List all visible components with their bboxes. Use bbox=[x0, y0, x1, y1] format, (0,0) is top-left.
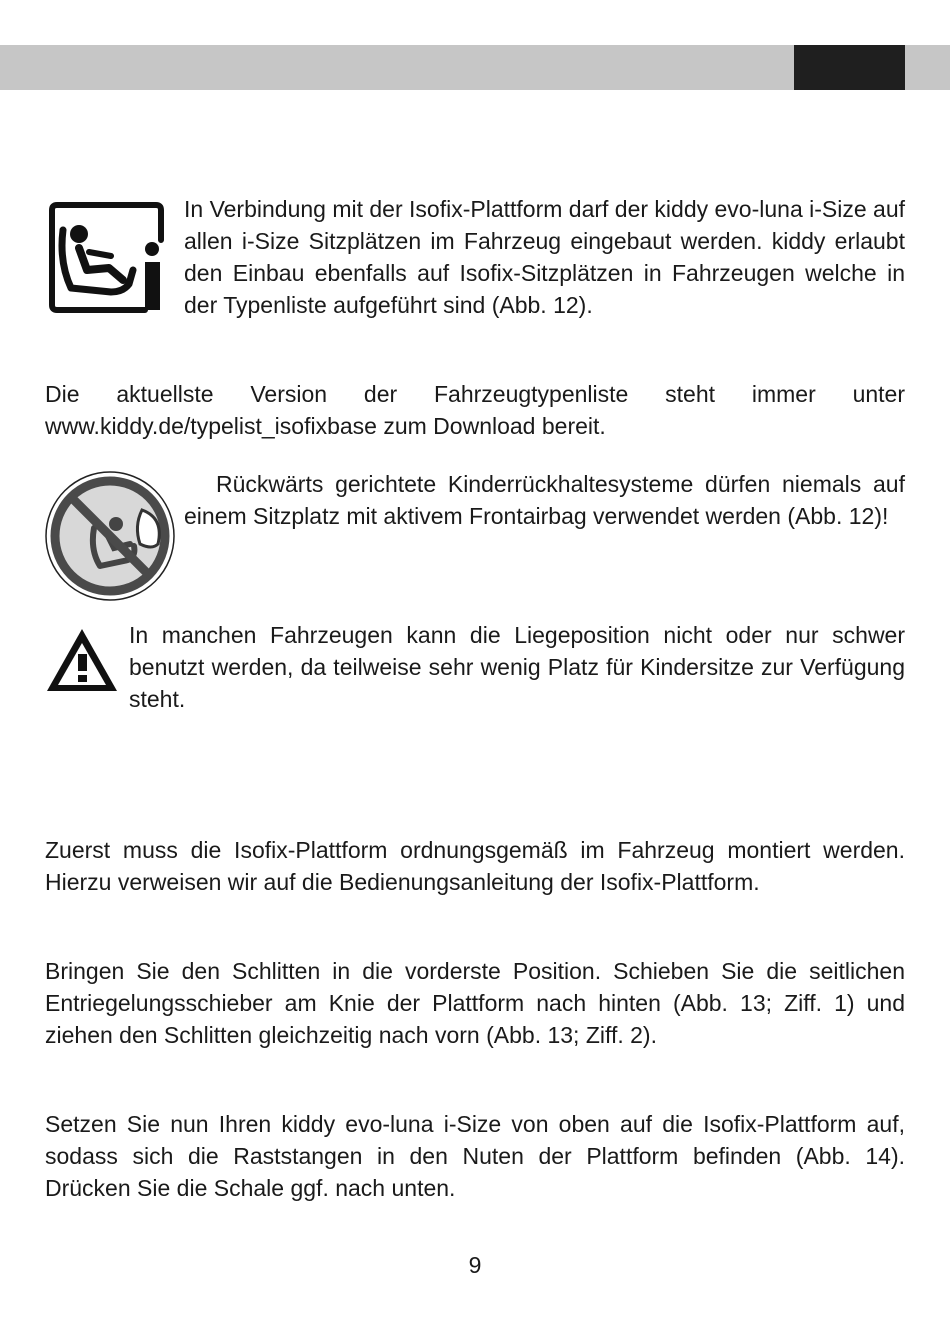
child-seat-info-icon bbox=[49, 200, 165, 314]
header-tab bbox=[794, 45, 905, 90]
paragraph-isofix-platform: In Verbindung mit der Isofix-Plattform darf der kiddy evo-luna i-Size auf allen i-Size Sitzplätzen im Fahrzeug eingebaut werden. kiddy erlaubt den Einbau ebenfalls auf Isofix-Sitzplätzen in Fahrzeugen welche in der Typenliste aufgeführt sind (Abb. 12). bbox=[184, 196, 906, 318]
no-rear-facing-seat-airbag-icon bbox=[44, 470, 176, 602]
paragraph-airbag-warning: Rückwärts gerichtete Kinderrückhaltesysteme dürfen niemals auf einem Sitzplatz mit aktivem Frontairbag verwendet werden (Abb. 12)! bbox=[184, 471, 905, 529]
paragraph-mount-platform: Zuerst muss die Isofix-Plattform ordnungsgemäß im Fahrzeug montiert werden. Hierzu verweisen wir auf die Bedienungsanleitung der Isofix-Plattform. bbox=[45, 837, 905, 895]
warning-triangle-icon bbox=[44, 626, 120, 694]
page-number: 9 bbox=[468, 1252, 482, 1278]
paragraph-place-seat: Setzen Sie nun Ihren kiddy evo-luna i-Size von oben auf die Isofix-Plattform auf, sodass sich die Raststangen in den Nuten der Plattform befinden (Abb. 14). Drücken Sie die Schale ggf. nach unten. bbox=[45, 1111, 905, 1201]
paragraph-slide-forward: Bringen Sie den Schlitten in die vorderste Position. Schieben Sie die seitlichen Entriegelungsschieber am Knie der Plattform nach hinten (Abb. 13; Ziff. 1) und ziehen den Schlitten gleichzeitig nach vorn (Abb. 13; Ziff. 2). bbox=[45, 958, 905, 1048]
paragraph-vehicle-type-list: Die aktuellste Version der Fahrzeugtypenliste steht immer unter www.kiddy.de/typelist_isofixbase zum Download bereit. bbox=[45, 381, 905, 439]
paragraph-reclining-position: In manchen Fahrzeugen kann die Liegeposition nicht oder nur schwer benutzt werden, da teilweise sehr wenig Platz für Kindersitze zur Verfügung steht. bbox=[129, 622, 905, 712]
